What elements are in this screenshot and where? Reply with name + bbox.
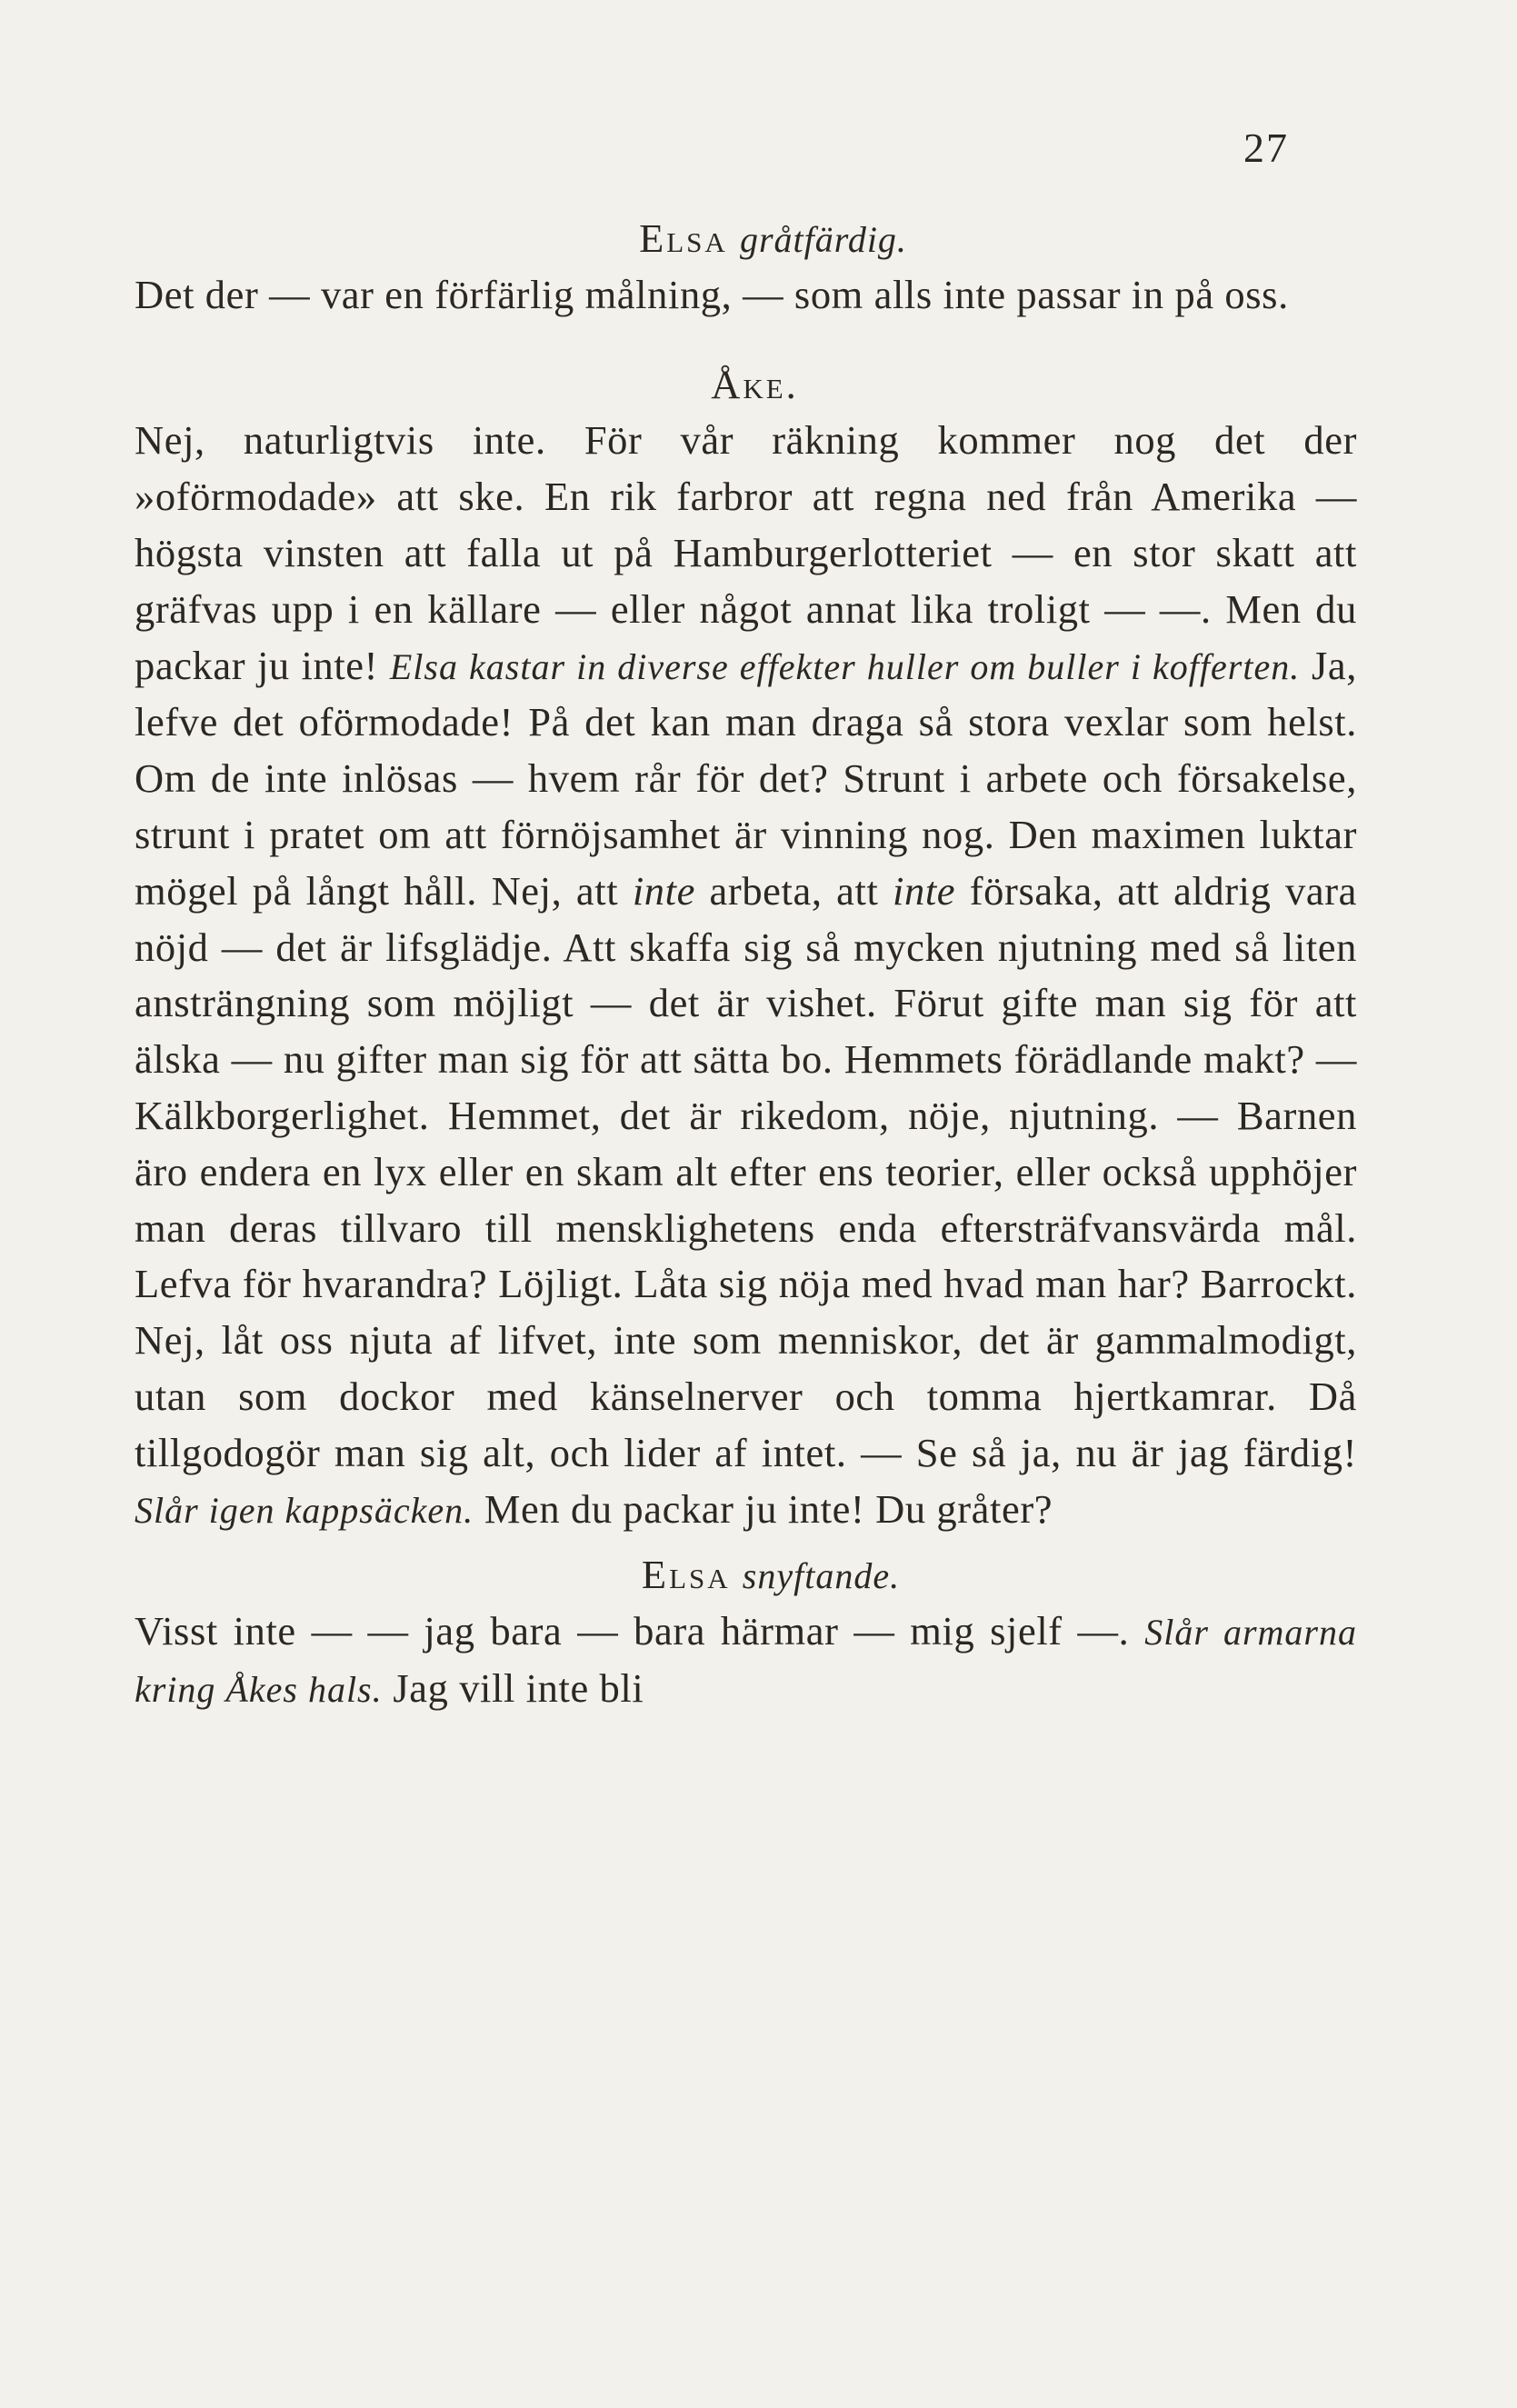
speech-text: Men du packar ju inte! Du gråter? — [484, 1485, 1053, 1532]
speaker-heading-elsa — [135, 211, 1357, 267]
speech-paragraph — [135, 413, 1357, 1538]
stage-direction: snyftande. — [742, 1555, 901, 1597]
emphasis: inte — [632, 867, 695, 914]
stage-direction: Elsa kastar in diverse effekter huller om buller i kofferten. — [389, 645, 1301, 687]
speech-text: arbeta, att — [709, 867, 879, 914]
speaker-heading-ake — [135, 357, 1357, 414]
speech-text: Ja, lefve det oförmodade! På det kan man draga så stora vexlar som helst. Om de inte inlösas — hvem rår för det? Strunt i arbete och försakelse, strunt i pratet om att förnöjsamhet är vinning nog. Den maximen luktar mögel på långt håll. Nej, att — [135, 642, 1358, 914]
speaker-name: Åke. — [711, 361, 799, 407]
stage-direction: Slår igen kappsäcken. — [135, 1489, 474, 1531]
speech-text: Nej, naturligtvis inte. För vår räkning kommer nog det der »oförmodade» att ske. En rik farbror att regna ned från Amerika — högsta vinsten att falla ut på Hamburgerlotteriet — en stor skatt att gräfvas upp i en källare — eller något annat lika troligt — —. Men du packar ju inte! — [135, 417, 1357, 688]
speech-text: Jag vill inte bli — [393, 1664, 644, 1711]
speech-paragraph — [135, 1604, 1357, 1718]
page-body — [135, 211, 1357, 1718]
speaker-name: Elsa — [639, 215, 728, 261]
speech-text: Visst inte — — jag bara — bara härmar — mig sjelf —. — [135, 1608, 1130, 1654]
speech-text: försaka, att aldrig vara nöjd — det är lifsglädje. Att skaffa sig så mycken njutning med så liten ansträngning som möjligt — det är vishet. Förut gifte man sig för att älska — nu gifter man sig för att sätta bo. Hemmets förädlande makt? — Kälkborgerlighet. Hemmet, det är rikedom, nöje, njutning. — Barnen äro endera en lyx eller en skam alt efter ens teorier, eller också upphöjer man deras tillvaro till mensklighetens enda eftersträfvansvärda mål. Lefva för hvarandra? Löjligt. Låta sig nöja med hvad man har? Barrockt. Nej, låt oss njuta af lifvet, inte som menniskor, det är gammalmodigt, utan som dockor med känselnerver och tomma hjertkamrar. Då tillgodogör man sig alt, och lider af intet. — Se så ja, nu är jag färdig! — [135, 867, 1358, 1475]
stage-direction: gråtfärdig. — [739, 219, 907, 260]
stage-direction: Slår armarna kring Åkes hals. — [135, 1612, 1357, 1710]
speaker-name: Elsa — [641, 1552, 731, 1598]
speaker-heading-elsa — [135, 1547, 1357, 1604]
speech-paragraph: Det der — var en förfärlig målning, — som alls inte passar in på oss. — [135, 271, 1289, 317]
page-number: 27 — [1243, 125, 1289, 171]
emphasis: inte — [893, 867, 956, 914]
